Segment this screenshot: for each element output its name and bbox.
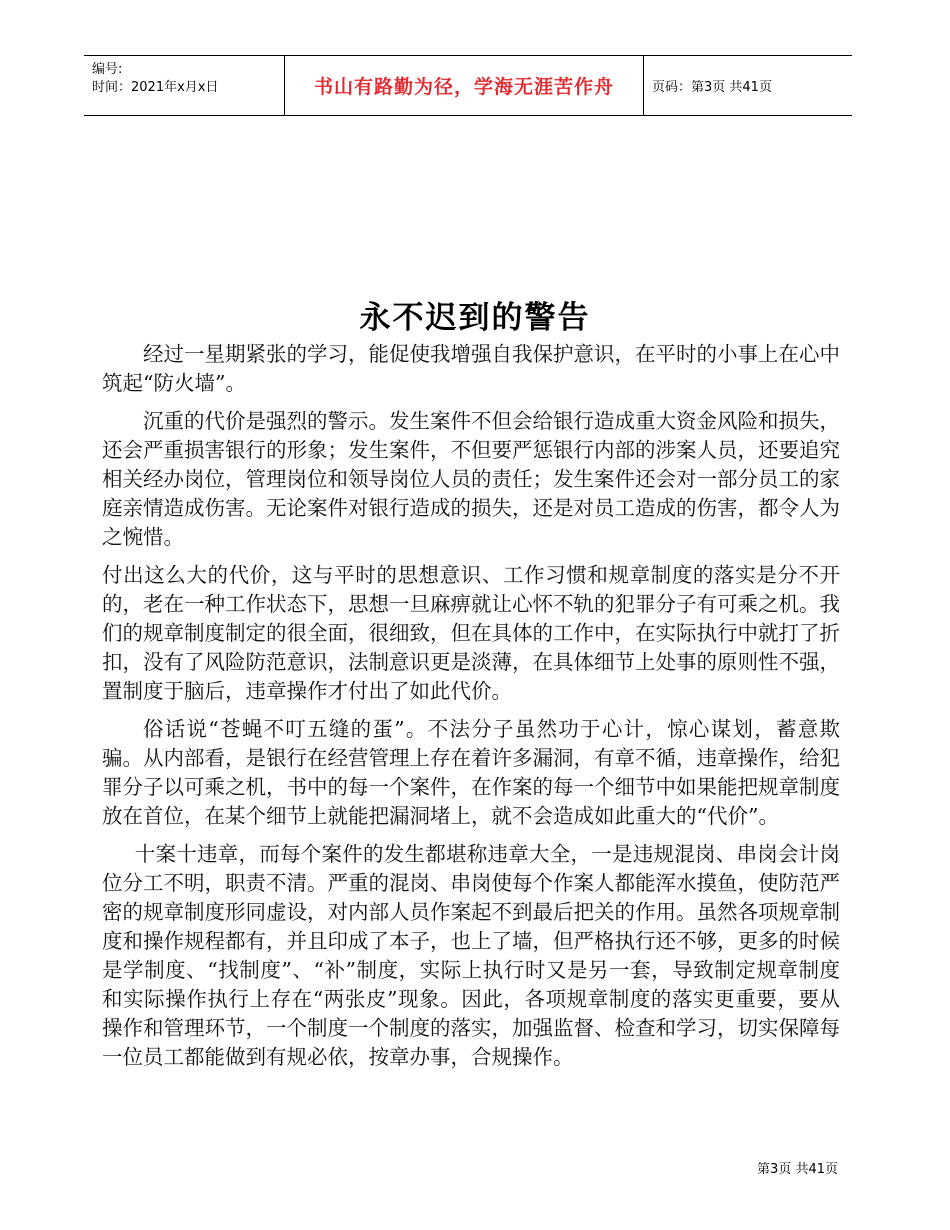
header-motto: 书山有路勤为径，学海无涯苦作舟 [284, 56, 644, 115]
document-body [102, 340, 840, 1081]
body-paragraph: 俗话说“苍蝇不叮五缝的蛋”。不法分子虽然功于心计，惊心谋划，蓄意欺骗。从内部看，是银行在经营管理上存在着许多漏洞，有章不循，违章操作，给犯罪分子以可乘之机，书中的每一个案件，在作案的每一个细节中如果能把规章制度放在首位，在某个细节上就能把漏洞堵上，就不会造成如此重大的“代价”。 [102, 717, 840, 828]
header-meta [84, 56, 284, 115]
body-paragraph: 经过一星期紧张的学习，能促使我增强自我保护意识，在平时的小事上在心中筑起“防火墙”。 [102, 342, 840, 395]
page-header [84, 55, 852, 116]
body-paragraph: 沉重的代价是强烈的警示。发生案件不但会给银行造成重大资金风险和损失，还会严重损害银行的形象；发生案件，不但要严惩银行内部的涉案人员，还要追究相关经办岗位，管理岗位和领导岗位人员的责任；发生案件还会对一部分员工的家庭亲情造成伤害。无论案件对银行造成的损失，还是对员工造成的伤害，都令人为之惋惜。 [102, 409, 840, 549]
body-paragraph: 付出这么大的代价，这与平时的思想意识、工作习惯和规章制度的落实是分不开的，老在一种工作状态下，思想一旦麻痹就让心怀不轨的犯罪分子有可乘之机。我们的规章制度制定的很全面，很细致，但在具体的工作中，在实际执行中就打了折扣，没有了风险防范意识，法制意识更是淡薄，在具体细节上处事的原则性不强，置制度于脑后，违章操作才付出了如此代价。 [102, 563, 840, 703]
document-number-label: 编号: [92, 62, 123, 77]
document-title: 永不迟到的警告 [359, 300, 591, 336]
body-paragraph: 十案十违章，而每个案件的发生都堪称违章大全，一是违规混岗、串岗会计岗位分工不明，职责不清。严重的混岗、串岗使每个作案人都能浑水摸鱼，使防范严密的规章制度形同虚设，对内部人员作案起不到最后把关的作用。虽然各项规章制度和操作规程都有，并且印成了本子，也上了墙，但严格执行还不够，更多的时候是学制度、“找制度”、“补”制度，实际上执行时又是另一套，导致制定规章制度和实际操作执行上存在“两张皮”现象。因此，各项规章制度的落实更重要，要从操作和管理环节，一个制度一个制度的落实，加强监督、检查和学习，切实保障每一位员工都能做到有规必依，按章办事，合规操作。 [102, 842, 840, 1069]
header-page-info: 页码：第3页 共41页 [652, 80, 772, 95]
page-footer: 第3页 共41页 [757, 1162, 838, 1177]
document-time-label: 时间：2021年x月x日 [92, 80, 219, 95]
